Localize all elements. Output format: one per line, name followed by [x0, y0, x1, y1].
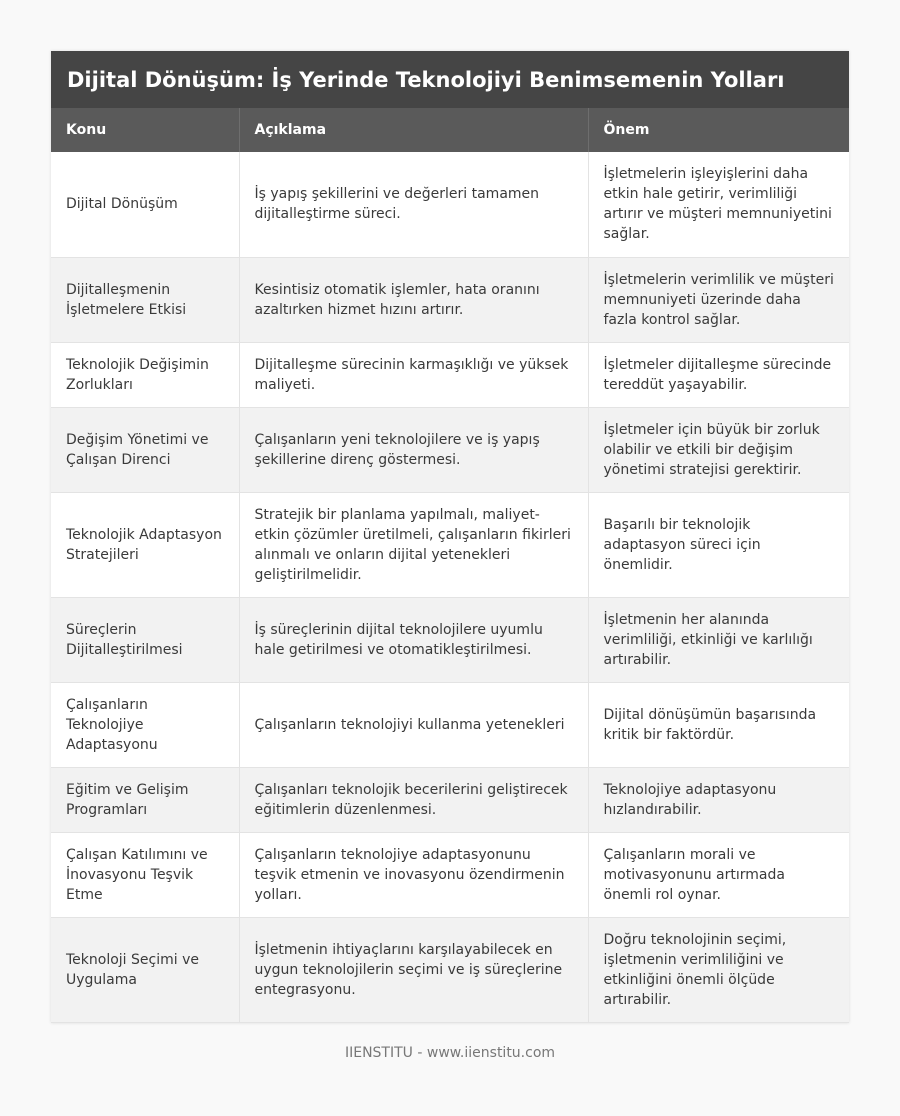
table-row [51, 342, 849, 407]
cell-konu: Teknoloji Seçimi ve Uygulama [51, 917, 239, 1022]
footer-credit: IIENSTITU - www.iienstitu.com [344, 1045, 556, 1061]
cell-onem: Çalışanların morali ve motivasyonunu artırmada önemli rol oynar. [588, 832, 849, 917]
cell-konu: Eğitim ve Gelişim Programları [51, 767, 239, 832]
cell-aciklama: Kesintisiz otomatik işlemler, hata oranını azaltırken hizmet hızını artırır. [239, 257, 588, 342]
cell-onem: Doğru teknolojinin seçimi, işletmenin verimliliğini ve etkinliğini önemli ölçüde artırabilir. [588, 917, 849, 1022]
table-card [51, 51, 849, 1023]
cell-konu: Dijitalleşmenin İşletmelere Etkisi [51, 257, 239, 342]
cell-aciklama: Çalışanların teknolojiye adaptasyonunu teşvik etmenin ve inovasyonu özendirmenin yolları. [239, 832, 588, 917]
column-header-onem: Önem [588, 108, 849, 152]
title-bar [51, 51, 849, 108]
table-body [51, 152, 849, 1022]
table-header [51, 108, 849, 152]
cell-onem: Dijital dönüşümün başarısında kritik bir faktördür. [588, 682, 849, 767]
cell-aciklama: İş süreçlerinin dijital teknolojilere uyumlu hale getirilmesi ve otomatikleştirilmesi. [239, 597, 588, 682]
cell-aciklama: Dijitalleşme sürecinin karmaşıklığı ve yüksek maliyeti. [239, 342, 588, 407]
cell-onem: İşletmenin her alanında verimliliği, etkinliği ve karlılığı artırabilir. [588, 597, 849, 682]
table-row [51, 682, 849, 767]
cell-aciklama: Çalışanları teknolojik becerilerini geliştirecek eğitimlerin düzenlenmesi. [239, 767, 588, 832]
cell-konu: Süreçlerin Dijitalleştirilmesi [51, 597, 239, 682]
cell-konu: Teknolojik Adaptasyon Stratejileri [51, 492, 239, 597]
table-row [51, 917, 849, 1022]
table-row [51, 832, 849, 917]
cell-aciklama: İş yapış şekillerini ve değerleri tamamen dijitalleştirme süreci. [239, 152, 588, 257]
cell-aciklama: İşletmenin ihtiyaçlarını karşılayabilecek en uygun teknolojilerin seçimi ve iş süreçlerine entegrasyonu. [239, 917, 588, 1022]
cell-onem: İşletmelerin verimlilik ve müşteri memnuniyeti üzerinde daha fazla kontrol sağlar. [588, 257, 849, 342]
header-row [51, 108, 849, 152]
cell-onem: Teknolojiye adaptasyonu hızlandırabilir. [588, 767, 849, 832]
cell-aciklama: Stratejik bir planlama yapılmalı, maliyet-etkin çözümler üretilmeli, çalışanların fikirleri alınmalı ve onların dijital yetenekleri geliştirilmelidir. [239, 492, 588, 597]
table-row [51, 492, 849, 597]
cell-konu: Çalışan Katılımını ve İnovasyonu Teşvik Etme [51, 832, 239, 917]
cell-konu: Çalışanların Teknolojiye Adaptasyonu [51, 682, 239, 767]
page-title: Dijital Dönüşüm: İş Yerinde Teknolojiyi Benimsemenin Yolları [67, 67, 785, 92]
column-header-konu: Konu [51, 108, 239, 152]
cell-onem: İşletmelerin işleyişlerini daha etkin hale getirir, verimliliği artırır ve müşteri memnuniyetini sağlar. [588, 152, 849, 257]
column-header-aciklama: Açıklama [239, 108, 588, 152]
cell-onem: İşletmeler dijitalleşme sürecinde tereddüt yaşayabilir. [588, 342, 849, 407]
cell-aciklama: Çalışanların teknolojiyi kullanma yetenekleri [239, 682, 588, 767]
table-row [51, 597, 849, 682]
table-row [51, 767, 849, 832]
table-row [51, 407, 849, 492]
cell-aciklama: Çalışanların yeni teknolojilere ve iş yapış şekillerine direnç göstermesi. [239, 407, 588, 492]
cell-konu: Teknolojik Değişimin Zorlukları [51, 342, 239, 407]
cell-onem: İşletmeler için büyük bir zorluk olabilir ve etkili bir değişim yönetimi stratejisi gerektirir. [588, 407, 849, 492]
data-table [51, 108, 849, 1023]
cell-konu: Dijital Dönüşüm [51, 152, 239, 257]
table-row [51, 152, 849, 257]
cell-konu: Değişim Yönetimi ve Çalışan Direnci [51, 407, 239, 492]
table-row [51, 257, 849, 342]
cell-onem: Başarılı bir teknolojik adaptasyon süreci için önemlidir. [588, 492, 849, 597]
